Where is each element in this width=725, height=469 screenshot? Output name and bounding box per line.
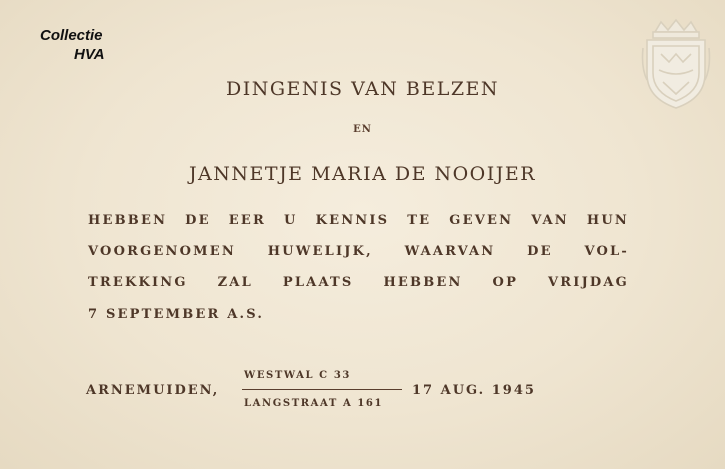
- stamp-line-2: HVA: [74, 46, 105, 63]
- date: 17 AUG. 1945: [412, 383, 536, 398]
- place: ARNEMUIDEN,: [86, 383, 220, 398]
- stamp-line-1: Collectie: [40, 27, 103, 44]
- bride-name: JANNETJE MARIA DE NOOIJER: [188, 163, 537, 185]
- address-divider: [242, 389, 402, 390]
- announcement-line-4: 7 SEPTEMBER A.S.: [88, 307, 265, 322]
- groom-name: DINGENIS VAN BELZEN: [225, 78, 500, 100]
- address-1: WESTWAL C 33: [244, 370, 351, 381]
- address-2: LANGSTRAAT A 161: [244, 398, 384, 409]
- announcement-line-3: TREKKING ZAL PLAATS HEBBEN OP VRIJDAG: [88, 275, 629, 290]
- collection-stamp: [40, 26, 105, 64]
- announcement-line-1: HEBBEN DE EER U KENNIS TE GEVEN VAN HUN: [88, 213, 629, 228]
- conjunction: EN: [353, 124, 372, 135]
- announcement-line-2: VOORGENOMEN HUWELIJK, WAARVAN DE VOL-: [88, 244, 629, 259]
